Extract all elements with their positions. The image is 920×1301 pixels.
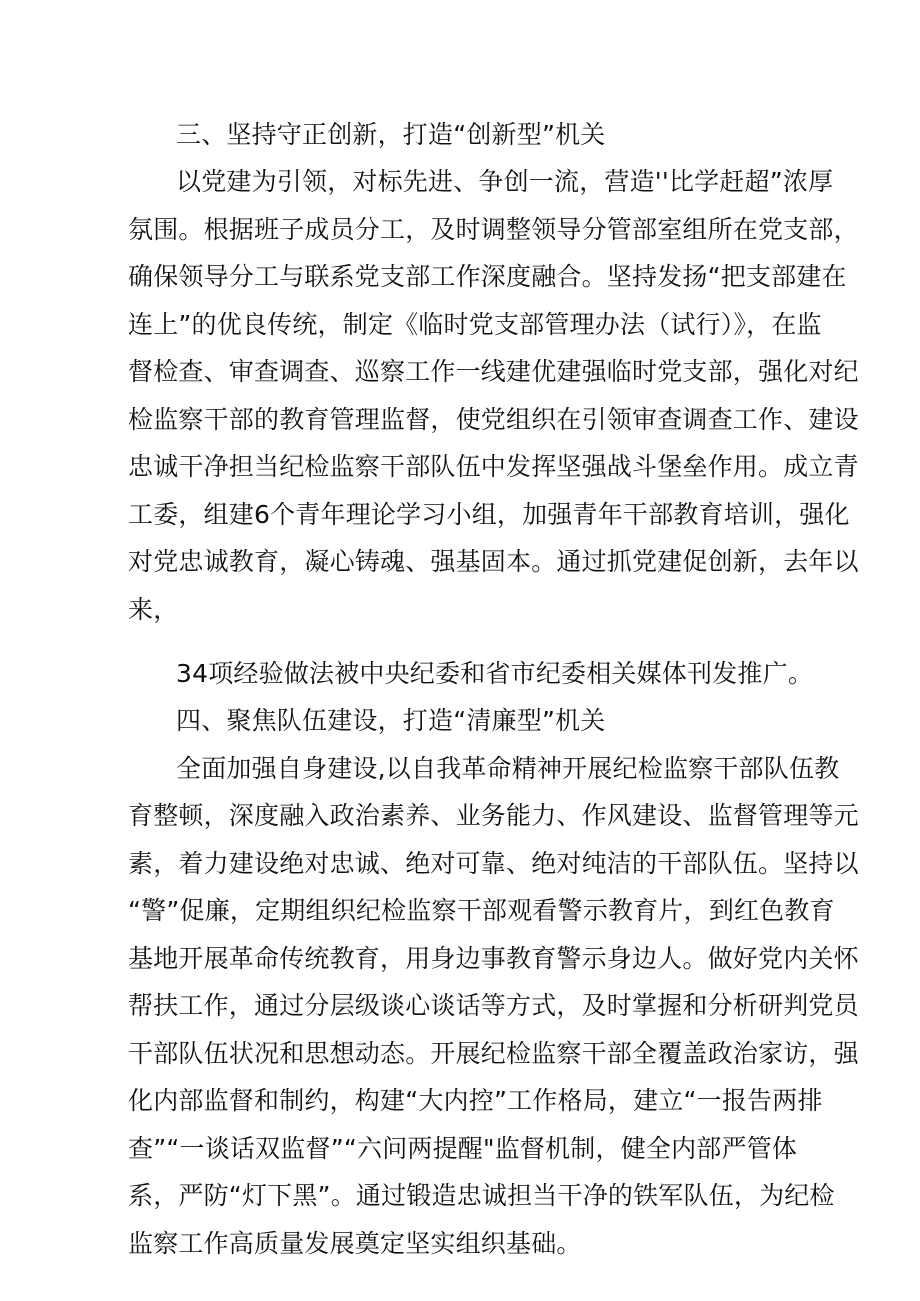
- paragraph-line: 基地开展革命传统教育，用身边事教育警示身边人。做好党内关怀: [128, 944, 859, 973]
- paragraph-line: 来，: [128, 595, 179, 624]
- paragraph-line: 确保领导分工与联系党支部工作深度融合。坚持发扬“把支部建在: [128, 262, 847, 291]
- paragraph-line: 帮扶工作，通过分层级谈心谈话等方式，及时掌握和分析研判党员: [128, 991, 859, 1020]
- paragraph-line: 督检查、审查调查、巡察工作一线建优建强临时党支部，强化对纪: [128, 357, 859, 386]
- paragraph-line: “警”促廉，定期组织纪检监察干部观看警示教育片，到红色教育: [128, 896, 835, 925]
- paragraph-line: 对党忠诚教育，凝心铸魂、强基固本。通过抓党建促创新，去年以: [128, 547, 859, 576]
- paragraph-line: 全面加强自身建设,以自我革命精神开展纪检监察干部队伍教: [176, 754, 840, 783]
- paragraph-line: 系，严防“灯下黑”。通过锻造忠诚担当干净的铁军队伍，为纪检: [128, 1181, 835, 1210]
- paragraph-line: 34项经验做法被中央纪委和省市纪委相关媒体刊发推广。: [176, 659, 814, 688]
- paragraph-line: 氛围。根据班子成员分工，及时调整领导分管部室组所在党支部，: [128, 215, 859, 244]
- paragraph-line: 查”“一谈话双监督”“六问两提醒"监督机制，健全内部严管体: [128, 1134, 798, 1163]
- heading-section-three: 三、坚持守正创新，打造“创新型”机关: [176, 120, 606, 149]
- paragraph-line: 忠诚干净担当纪检监察干部队伍中发挥坚强战斗堡垒作用。成立青: [128, 452, 859, 481]
- heading-section-four: 四、聚焦队伍建设，打造“清廉型”机关: [176, 706, 606, 735]
- paragraph-line: 工委，组建6个青年理论学习小组，加强青年干部教育培训，强化: [128, 500, 850, 529]
- paragraph-line: 化内部监督和制约，构建“大内控”工作格局，建立“一报告两排: [128, 1086, 823, 1115]
- paragraph-line: 素，着力建设绝对忠诚、绝对可靠、绝对纯洁的干部队伍。坚持以: [128, 849, 859, 878]
- paragraph-line: 连上”的优良传统，制定《临时党支部管理办法（试行）》，在监: [128, 310, 822, 339]
- paragraph-line: 监察工作高质量发展奠定坚实组织基础。: [128, 1229, 582, 1258]
- paragraph-line: 检监察干部的教育管理监督，使党组织在引领审查调查工作、建设: [128, 405, 859, 434]
- paragraph-line: 干部队伍状况和思想动态。开展纪检监察干部全覆盖政治家访，强: [128, 1039, 859, 1068]
- paragraph-line: 以党建为引领，对标先进、争创一流，营造''比学赶超”浓厚: [176, 167, 834, 196]
- paragraph-line: 育整顿，深度融入政治素养、业务能力、作风建设、监督管理等元: [128, 801, 859, 830]
